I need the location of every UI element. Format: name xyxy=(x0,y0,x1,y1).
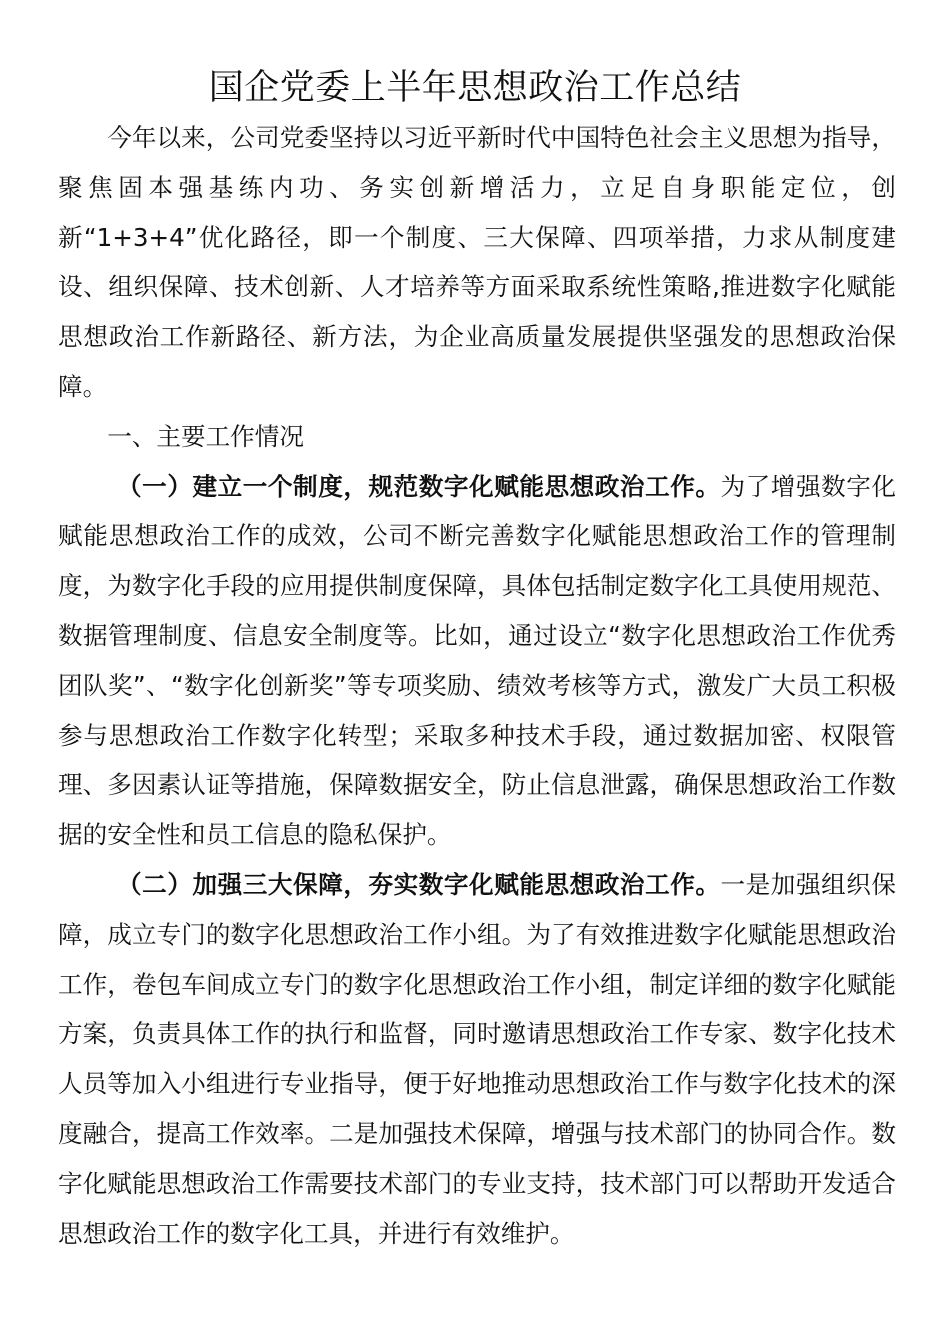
intro-paragraph xyxy=(58,113,896,412)
subsection-one-lead: （一）建立一个制度，规范数字化赋能思想政治工作。 xyxy=(117,471,721,501)
document-body xyxy=(58,113,896,1258)
intro-paragraph-text: 今年以来，公司党委坚持以习近平新时代中国特色社会主义思想为指导，聚焦固本强基练内功、务实创新增活力，立足自身职能定位，创新“1+3+4”优化路径，即一个制度、三大保障、四项举措，力求从制度建设、组织保障、技术创新、人才培养等方面采取系统性策略,推进数字化赋能思想政治工作新路径、新方法，为企业高质量发展提供坚强发的思想政治保障。 xyxy=(58,123,896,401)
subsection-one-paragraph xyxy=(58,462,896,860)
subsection-two-text: 一是加强组织保障，成立专门的数字化思想政治工作小组。为了有效推进数字化赋能思想政治工作，卷包车间成立专门的数字化思想政治工作小组，制定详细的数字化赋能方案，负责具体工作的执行和监督，同时邀请思想政治工作专家、数字化技术人员等加入小组进行专业指导，便于好地推动思想政治工作与数字化技术的深度融合，提高工作效率。二是加强技术保障，增强与技术部门的协同合作。数字化赋能思想政治工作需要技术部门的专业支持，技术部门可以帮助开发适合思想政治工作的数字化工具，并进行有效维护。 xyxy=(58,869,896,1248)
subsection-two-paragraph xyxy=(58,860,896,1258)
subsection-one-text: 为了增强数字化赋能思想政治工作的成效，公司不断完善数字化赋能思想政治工作的管理制度，为数字化手段的应用提供制度保障，具体包括制定数字化工具使用规范、数据管理制度、信息安全制度等。比如，通过设立“数字化思想政治工作优秀团队奖”、“数字化创新奖”等专项奖励、绩效考核等方式，激发广大员工积极参与思想政治工作数字化转型；采取多种技术手段，通过数据加密、权限管理、多因素认证等措施，保障数据安全，防止信息泄露，确保思想政治工作数据的安全性和员工信息的隐私保护。 xyxy=(58,471,896,850)
section-heading-text: 一、主要工作情况 xyxy=(107,421,304,451)
subsection-two-lead: （二）加强三大保障，夯实数字化赋能思想政治工作。 xyxy=(117,869,721,899)
document-title: 国企党委上半年思想政治工作总结 xyxy=(208,68,742,108)
section-heading-main-work xyxy=(58,412,896,462)
